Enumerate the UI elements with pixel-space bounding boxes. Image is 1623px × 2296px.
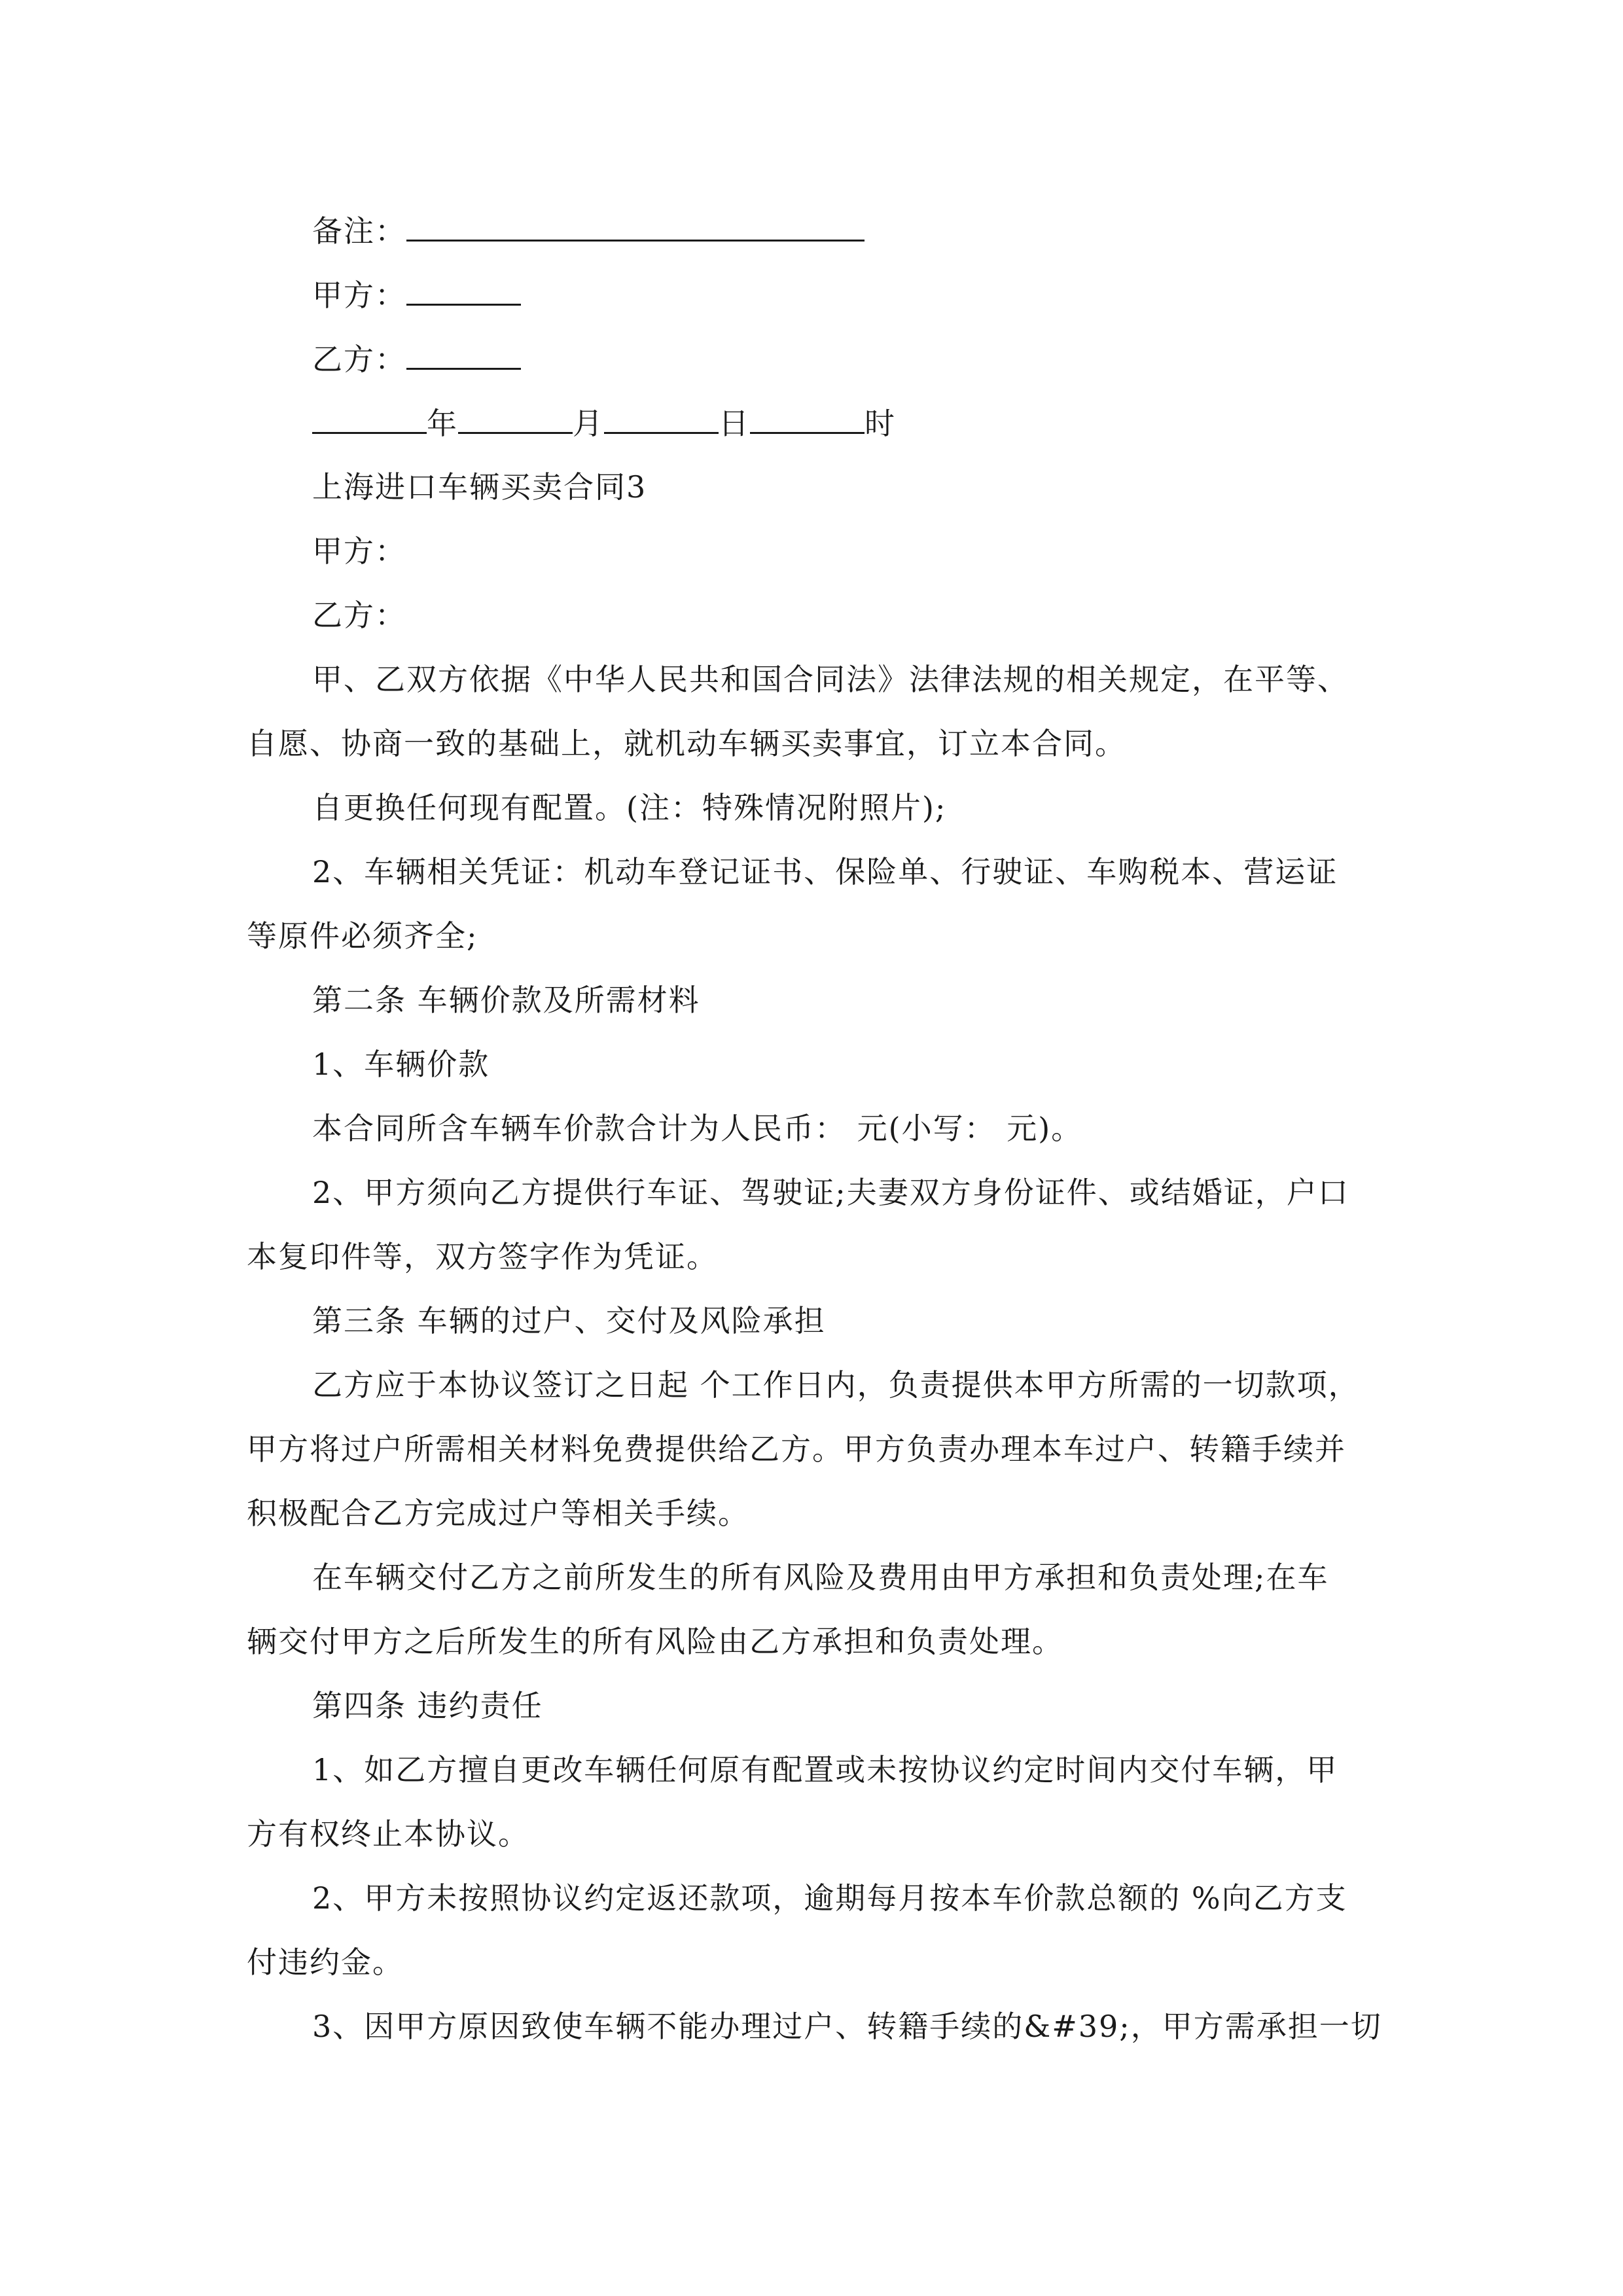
day-label: 日 xyxy=(719,406,750,441)
paragraph-line: 本复印件等，双方签字作为凭证。 xyxy=(247,1239,718,1274)
paragraph-line: 自愿、协商一致的基础上，就机动车辆买卖事宜，订立本合同。 xyxy=(247,726,1126,761)
paragraph-line: 辆交付甲方之后所发生的所有风险由乙方承担和负责处理。 xyxy=(247,1624,1063,1659)
paragraph-line: 1、车辆价款 xyxy=(312,1047,490,1082)
paragraph-line: 在车辆交付乙方之前所发生的所有风险及费用由甲方承担和负责处理;在车 xyxy=(312,1560,1329,1595)
paragraph-line: 2、甲方未按照协议约定返还款项，逾期每月按本车价款总额的 %向乙方支 xyxy=(312,1880,1347,1916)
party-b-sign-blank xyxy=(406,339,521,370)
year-blank xyxy=(312,403,427,434)
date-line xyxy=(312,403,896,443)
day-blank xyxy=(604,403,719,434)
paragraph-line: 本合同所含车辆车价款合计为人民币： 元(小写： 元)。 xyxy=(312,1111,1083,1146)
paragraph-line: 付违约金。 xyxy=(247,1945,404,1980)
party-a-sign-label: 甲方： xyxy=(312,278,406,313)
month-blank xyxy=(458,403,573,434)
paragraph-line: 甲、乙双方依据《中华人民共和国合同法》法律法规的相关规定，在平等、 xyxy=(312,662,1349,697)
party-b-sign-label: 乙方： xyxy=(312,342,406,377)
hour-blank xyxy=(750,403,865,434)
paragraph-line: 方有权终止本协议。 xyxy=(247,1816,529,1852)
remark-label: 备注： xyxy=(312,213,406,249)
hour-label: 时 xyxy=(865,406,896,441)
month-label: 月 xyxy=(573,406,604,441)
party-b-sign-line xyxy=(312,339,521,379)
remark-blank xyxy=(406,211,865,242)
section-heading-3: 第三条 车辆的过户、交付及风险承担 xyxy=(312,1303,826,1338)
paragraph-line: 甲方将过户所需相关材料免费提供给乙方。甲方负责办理本车过户、转籍手续并 xyxy=(247,1431,1346,1467)
paragraph-line: 2、车辆相关凭证：机动车登记证书、保险单、行驶证、车购税本、营运证 xyxy=(312,854,1338,889)
contract-party-b: 乙方： xyxy=(312,598,406,633)
paragraph-line: 自更换任何现有配置。(注：特殊情况附照片); xyxy=(312,790,947,825)
party-a-sign-blank xyxy=(406,275,521,306)
contract-party-a: 甲方： xyxy=(312,533,406,569)
section-heading-2: 第二条 车辆价款及所需材料 xyxy=(312,982,700,1018)
year-label: 年 xyxy=(427,406,458,441)
paragraph-line: 1、如乙方擅自更改车辆任何原有配置或未按协议约定时间内交付车辆，甲 xyxy=(312,1752,1338,1787)
remark-line xyxy=(312,211,865,251)
paragraph-line: 3、因甲方原因致使车辆不能办理过户、转籍手续的&#39;，甲方需承担一切 xyxy=(312,2009,1382,2044)
paragraph-line: 乙方应于本协议签订之日起 个工作日内，负责提供本甲方所需的一切款项， xyxy=(312,1367,1360,1403)
paragraph-line: 等原件必须齐全; xyxy=(247,918,478,954)
paragraph-line: 2、甲方须向乙方提供行车证、驾驶证;夫妻双方身份证件、或结婚证，户口 xyxy=(312,1175,1349,1210)
party-a-sign-line xyxy=(312,275,521,315)
paragraph-line: 积极配合乙方完成过户等相关手续。 xyxy=(247,1496,749,1531)
section-heading-4: 第四条 违约责任 xyxy=(312,1688,543,1723)
contract-title: 上海进口车辆买卖合同3 xyxy=(312,469,647,505)
